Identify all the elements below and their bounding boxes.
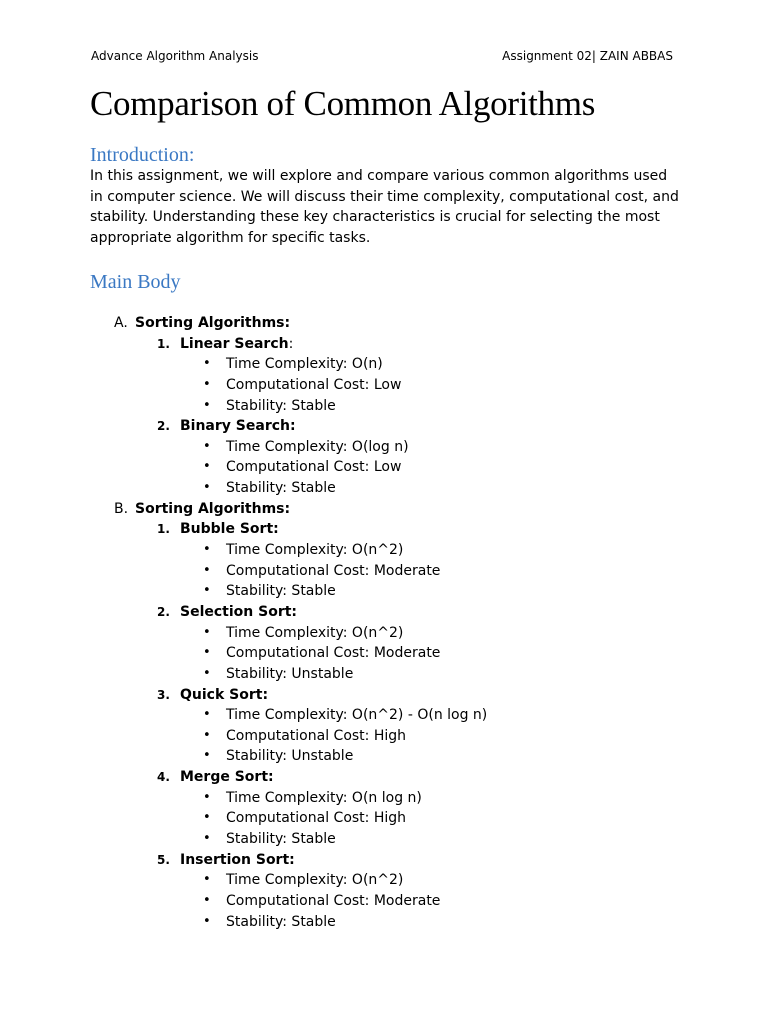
property-text: Stability: Stable	[226, 397, 336, 414]
algorithm-number: 3.	[157, 687, 170, 702]
property-list-item	[0, 561, 768, 582]
algorithm-item	[0, 685, 768, 706]
property-text: Time Complexity: O(n^2)	[226, 542, 404, 559]
property-text: Computational Cost: High	[226, 810, 407, 827]
bullet-icon: •	[203, 562, 211, 578]
bullet-icon: •	[203, 438, 211, 454]
bullet-icon: •	[203, 913, 211, 929]
property-list-item	[0, 581, 768, 602]
property-text: Computational Cost: Low	[226, 459, 402, 476]
algorithm-item	[0, 334, 768, 355]
bullet-icon: •	[203, 542, 211, 558]
algorithm-number: 1.	[157, 522, 170, 537]
introduction-heading: Introduction:	[90, 144, 195, 166]
algorithm-number: 5.	[157, 852, 170, 867]
bullet-icon: •	[203, 583, 211, 599]
bullet-icon: •	[203, 789, 211, 805]
section-title: Sorting Algorithms:	[135, 315, 291, 331]
algorithm-name-suffix: :	[288, 335, 294, 352]
bullet-icon: •	[203, 748, 211, 764]
section-marker: B.	[114, 500, 129, 517]
algorithm-name: Quick Sort:	[180, 686, 269, 703]
bullet-icon: •	[203, 872, 211, 888]
algorithm-name: Binary Search:	[180, 418, 296, 435]
section-title: Sorting Algorithms:	[135, 500, 291, 517]
document-title: Comparison of Common Algorithms	[90, 84, 596, 123]
property-list-item	[0, 396, 768, 417]
algorithm-label	[180, 850, 295, 871]
page-header	[91, 48, 673, 64]
main-body-heading: Main Body	[90, 271, 181, 293]
algorithm-number: 4.	[157, 770, 170, 785]
bullet-icon: •	[203, 707, 211, 723]
bullet-icon: •	[203, 624, 211, 640]
bullet-icon: •	[203, 376, 211, 392]
property-text: Stability: Stable	[226, 831, 336, 848]
property-text: Stability: Unstable	[226, 665, 354, 682]
property-list-item	[0, 540, 768, 561]
introduction-paragraph: In this assignment, we will explore and compare various common algorithms used in computer science. We will discuss their time complexity, computational cost, and stability. Understanding these key characteristics is crucial for selecting the most appropriate algorithm for specific tasks.	[90, 168, 679, 247]
algorithm-name: Merge Sort:	[180, 769, 274, 786]
algorithm-label	[180, 519, 279, 540]
property-list-item	[0, 457, 768, 478]
algorithm-number: 2.	[157, 604, 170, 619]
header-course: Advance Algorithm Analysis	[91, 49, 259, 63]
property-text: Computational Cost: Moderate	[226, 645, 441, 662]
bullet-icon: •	[203, 892, 211, 908]
property-list-item	[0, 354, 768, 375]
algorithm-number: 1.	[157, 336, 170, 351]
property-list-item	[0, 912, 768, 933]
property-text: Computational Cost: Low	[226, 376, 402, 393]
property-text: Stability: Unstable	[226, 748, 354, 765]
section-heading	[0, 499, 768, 520]
property-list-item	[0, 375, 768, 396]
property-list-item	[0, 788, 768, 809]
property-text: Time Complexity: O(n^2) - O(n log n)	[226, 707, 488, 724]
section-marker: A.	[114, 315, 128, 331]
algorithm-name: Insertion Sort:	[180, 851, 295, 868]
property-list-item	[0, 891, 768, 912]
property-text: Time Complexity: O(n)	[226, 356, 383, 373]
bullet-icon: •	[203, 459, 211, 475]
property-text: Time Complexity: O(n^2)	[226, 624, 404, 641]
property-text: Stability: Stable	[226, 583, 336, 600]
algorithm-label	[180, 685, 268, 706]
algorithm-item	[0, 519, 768, 540]
property-text: Time Complexity: O(n log n)	[226, 789, 422, 806]
algorithm-label	[180, 602, 297, 623]
algorithm-item	[0, 416, 768, 437]
algorithm-name: Linear Search	[180, 335, 289, 352]
property-list-item	[0, 643, 768, 664]
property-list-item	[0, 808, 768, 829]
algorithm-item	[0, 850, 768, 871]
property-text: Time Complexity: O(log n)	[226, 438, 409, 455]
property-list-item	[0, 664, 768, 685]
property-text: Time Complexity: O(n^2)	[226, 872, 404, 889]
algorithm-label	[180, 416, 296, 437]
introduction-heading-text: Introduction	[90, 144, 189, 166]
property-list-item	[0, 829, 768, 850]
property-list-item	[0, 478, 768, 499]
property-list-item	[0, 705, 768, 726]
property-list-item	[0, 437, 768, 458]
bullet-icon: •	[203, 356, 211, 372]
bullet-icon: •	[203, 397, 211, 413]
algorithm-name: Selection Sort:	[180, 603, 298, 620]
property-list-item	[0, 726, 768, 747]
bullet-icon: •	[203, 665, 211, 681]
bullet-icon: •	[203, 727, 211, 743]
bullet-icon: •	[203, 831, 211, 847]
algorithm-label	[180, 334, 293, 355]
property-text: Stability: Stable	[226, 480, 336, 497]
section-heading	[0, 313, 768, 334]
property-text: Computational Cost: High	[226, 727, 407, 744]
bullet-icon: •	[203, 810, 211, 826]
bullet-icon: •	[203, 645, 211, 661]
property-text: Computational Cost: Moderate	[226, 892, 441, 909]
algorithm-item	[0, 602, 768, 623]
algorithm-name: Bubble Sort:	[180, 521, 279, 538]
algorithm-label	[180, 767, 274, 788]
property-text: Stability: Stable	[226, 913, 336, 930]
bullet-icon: •	[203, 480, 211, 496]
property-list-item	[0, 623, 768, 644]
algorithm-outline	[0, 313, 768, 932]
property-text: Computational Cost: Moderate	[226, 562, 441, 579]
header-assignment: Assignment 02| ZAIN ABBAS	[502, 49, 673, 63]
algorithm-item	[0, 767, 768, 788]
algorithm-number: 2.	[157, 419, 170, 434]
property-list-item	[0, 746, 768, 767]
property-list-item	[0, 870, 768, 891]
